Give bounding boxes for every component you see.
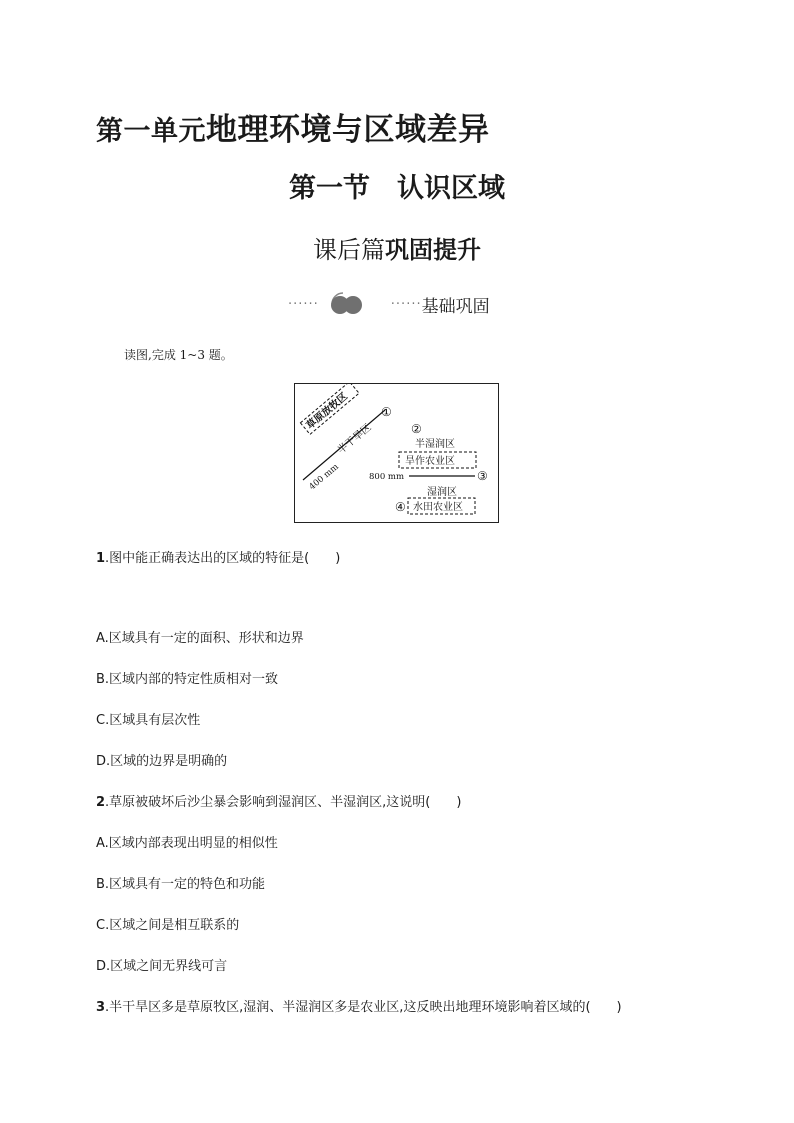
question-1-text: .图中能正确表达出的区域的特征是( ) [105,551,341,566]
unit-prefix: 第一单元 [96,116,206,147]
question-1 [96,547,340,566]
q2-option-b[interactable]: B.区域具有一定的特色和功能 [96,877,266,892]
region-diagram [294,383,499,523]
intro-text: 读图,完成 1~3 题。 [124,348,233,362]
unit-name: 地理环境与区域差异 [206,112,490,148]
double-circle-icon [323,290,369,318]
grassland-label: 草原放牧区 [304,391,350,432]
dotted-leader: ······ [288,296,319,312]
sub-title-prefix: 课后篇 [313,236,385,264]
q1-option-d[interactable]: D.区域的边界是明确的 [96,754,228,769]
marker-3: ③ [477,469,488,483]
q2-option-c[interactable]: C.区域之间是相互联系的 [96,918,240,933]
region-diagram-svg [295,384,498,522]
question-3 [96,996,622,1015]
isohyet-400-label: 400 mm [307,462,341,493]
sub-title [0,230,794,265]
semi-arid-label: 半干旱区 [335,422,374,457]
semi-humid-label: 半湿润区 [415,439,455,450]
dotted-leader-2: ······ [390,296,422,312]
question-3-text: .半干旱区多是草原牧区,湿润、半湿润区多是农业区,这反映出地理环境影响着区域的( ) [105,1000,622,1015]
basic-section-label: 基础巩固 [421,296,490,317]
question-3-number: 3 [96,1000,106,1015]
q1-option-c[interactable]: C.区域具有层次性 [96,713,201,728]
paddy-label: 水田农业区 [413,502,463,513]
marker-2: ② [411,422,422,436]
q1-option-a[interactable]: A.区域具有一定的面积、形状和边界 [96,631,304,646]
isohyet-800-label: 800 mm [369,472,405,482]
sub-title-bold: 巩固提升 [385,236,481,264]
question-2-text: .草原被破坏后沙尘暴会影响到湿润区、半湿润区,这说明( ) [105,795,462,810]
dry-farm-label: 旱作农业区 [405,456,455,467]
question-1-number: 1 [96,551,106,566]
marker-4: ④ [395,500,406,514]
humid-label: 湿润区 [427,487,457,498]
basic-section-header [288,290,490,318]
q1-option-b[interactable]: B.区域内部的特定性质相对一致 [96,672,279,687]
q2-option-a[interactable]: A.区域内部表现出明显的相似性 [96,836,278,851]
question-2-number: 2 [96,795,106,810]
q2-option-d[interactable]: D.区域之间无界线可言 [96,959,228,974]
section-title: 第一节 认识区域 [289,173,505,204]
marker-1: ① [381,405,392,419]
question-2 [96,791,461,810]
unit-title [96,104,490,149]
